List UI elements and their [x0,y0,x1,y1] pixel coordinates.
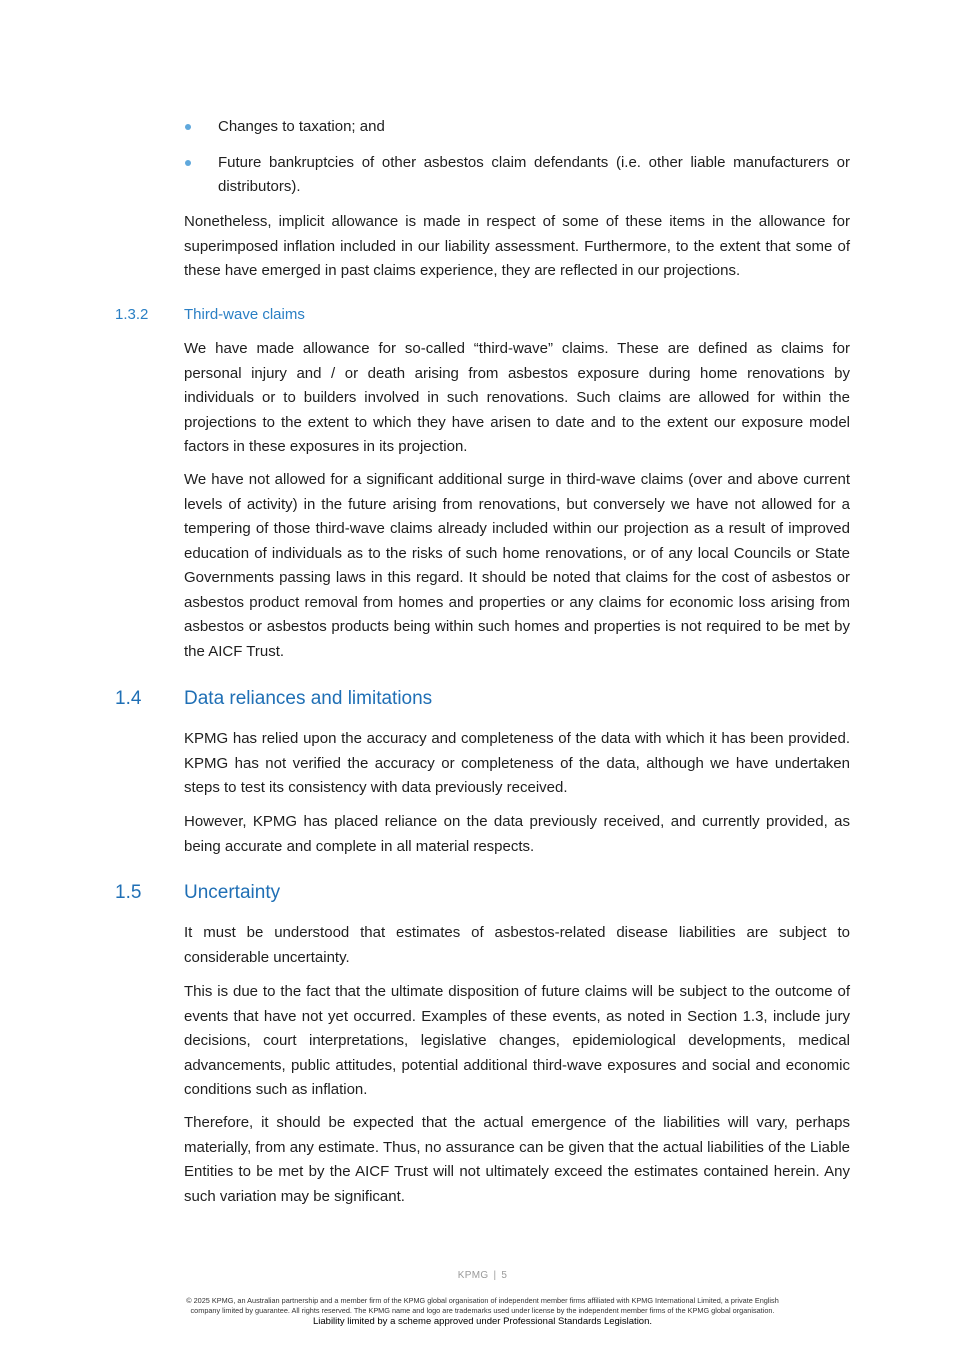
subsection-1-3-2-body [184,337,850,460]
page-number-line [0,1270,965,1281]
list-item [184,115,850,140]
section-1-4-body [184,727,850,801]
subsection-number: 1.3.2 [115,306,149,323]
bullet-text: Future bankruptcies of other asbestos claim defendants (i.e. other liable manufacturers or distributors). [218,153,850,195]
paragraph: It must be understood that estimates of asbestos-related disease liabilities are subject to considerable uncertainty. [184,924,850,966]
paragraph: Therefore, it should be expected that the actual emergence of the liabilities will vary, perhaps materially, from any estimate. Thus, no assurance can be given that the actual liabilities of the Liable Entities to be met by the AICF Trust will not ultimately exceed the estimates contained herein. Any such variation may be significant. [184,1114,850,1205]
paragraph: However, KPMG has placed reliance on the data previously received, and currently provided, as being accurate and complete in all material respects. [184,813,850,855]
section-1-5-body [184,921,850,970]
subsection-1-3-2-body-2 [184,468,850,664]
list-item [184,151,850,200]
subsection-heading-1-3-2 [115,305,305,325]
paragraph: This is due to the fact that the ultimate disposition of future claims will be subject to the outcome of events that have not yet occurred. Examples of these events, as noted in Section 1.3, include jury decisions, court interpretations, legislative changes, epidemiological developments, medical advancements, public attitudes, potential additional third-wave exposures and social and economic conditions such as inflation. [184,983,850,1098]
bullet-list [184,115,850,200]
section-heading-1-4 [115,687,432,711]
section-title: Uncertainty [184,882,281,903]
bullet-text: Changes to taxation; and [218,118,385,135]
paragraph: KPMG has relied upon the accuracy and completeness of the data with which it has been provided. KPMG has not verified the accuracy or completeness of the data, although we have undertaken steps to test its consistency with data previously received. [184,730,850,796]
section-number: 1.5 [115,882,142,903]
section-title: Data reliances and limitations [184,688,433,709]
bullet-dot-icon [185,160,191,166]
footer-brand: KPMG [457,1270,489,1281]
section-1-5-body-2 [184,980,850,1103]
legal-footer [60,1296,905,1328]
bullet-dot-icon [185,124,191,130]
footer-separator: | [493,1270,497,1281]
subsection-title: Third-wave claims [184,306,305,323]
paragraph: We have not allowed for a significant additional surge in third-wave claims (over and above current levels of activity) in the future arising from renovations, but conversely we have not allowed for a tempering of those third-wave claims already included within our projection as a result of improved education of individuals as to the risks of such home renovations, or of any local Councils or State Governments passing laws in this regard. It should be noted that claims for the cost of asbestos or asbestos product removal from homes and properties or any claims for economic loss arising from asbestos or asbestos products being within such homes and properties is not required to be met by the AICF Trust. [184,471,850,660]
section-1-4-body-2 [184,810,850,859]
page-number: 5 [501,1270,508,1281]
section-number: 1.4 [115,688,142,709]
bullet-list-block [184,115,850,200]
liability-line: Liability limited by a scheme approved under Professional Standards Legislation. [312,1316,653,1327]
section-1-5-body-3 [184,1111,850,1209]
intro-paragraph: Nonetheless, implicit allowance is made in respect of some of these items in the allowance for superimposed inflation included in our liability assessment. Furthermore, to the extent that some of these have emerged in past claims experience, they are reflected in our projections. [184,213,850,279]
paragraph: We have made allowance for so-called “third-wave” claims. These are defined as claims for personal injury and / or death arising from asbestos exposure during home renovations by individuals or to builders involved in such renovations. Such claims are allowed for within the projections to the extent to which they have arisen to date and to the extent our exposure model factors in these exposures in its projection. [184,340,850,455]
intro-block [184,210,850,284]
legal-line-1: © 2025 KPMG, an Australian partnership and a member firm of the KPMG global organisation of independent member firms affiliated with KPMG International Limited, a private English [186,1296,779,1305]
legal-line-2: company limited by guarantee. All rights reserved. The KPMG name and logo are trademarks used under license by the independent member firms of the KPMG global organisation. [190,1305,775,1315]
section-heading-1-5 [115,881,280,905]
